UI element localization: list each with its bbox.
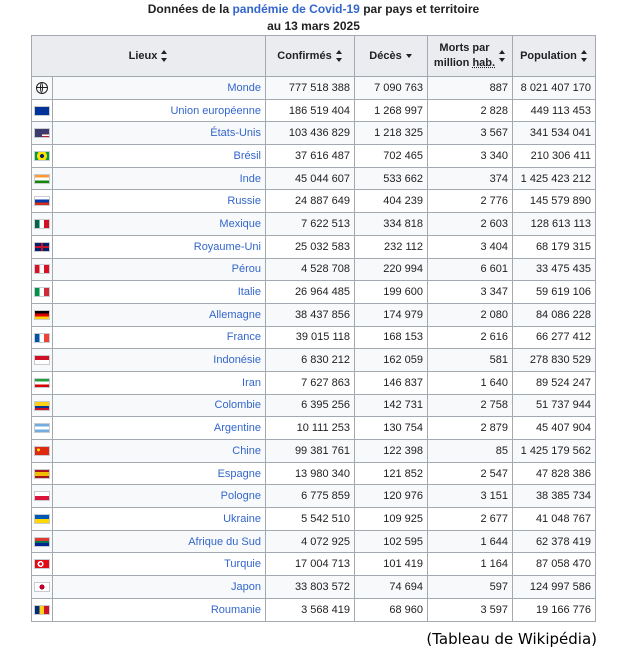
location-link[interactable]: Monde bbox=[227, 81, 261, 94]
globe-icon bbox=[36, 82, 48, 94]
morts-cell: 2 758 bbox=[428, 394, 513, 417]
table-row bbox=[32, 417, 596, 440]
flag-ru-icon bbox=[34, 196, 50, 206]
morts-cell: 2 879 bbox=[428, 417, 513, 440]
table-row bbox=[32, 213, 596, 236]
confirmes-cell: 38 437 856 bbox=[266, 303, 355, 326]
location-link[interactable]: Pologne bbox=[220, 490, 261, 503]
flag-cell bbox=[32, 190, 53, 213]
flag-cell bbox=[32, 553, 53, 576]
location-cell bbox=[53, 190, 266, 213]
location-cell bbox=[53, 167, 266, 190]
morts-cell: 1 644 bbox=[428, 530, 513, 553]
table-row bbox=[32, 440, 596, 463]
location-link[interactable]: Chine bbox=[232, 444, 261, 457]
morts-cell: 3 347 bbox=[428, 281, 513, 304]
flag-cell bbox=[32, 213, 53, 236]
morts-cell: 2 828 bbox=[428, 99, 513, 122]
location-link[interactable]: Royaume-Uni bbox=[193, 240, 261, 253]
table-row bbox=[32, 122, 596, 145]
confirmes-cell: 6 830 212 bbox=[266, 349, 355, 372]
table-row bbox=[32, 167, 596, 190]
population-cell: 59 619 106 bbox=[513, 281, 596, 304]
flag-ar-icon bbox=[34, 423, 50, 433]
confirmes-cell: 7 622 513 bbox=[266, 213, 355, 236]
morts-cell: 2 677 bbox=[428, 508, 513, 531]
table-row bbox=[32, 576, 596, 599]
table-row bbox=[32, 530, 596, 553]
flag-br-icon bbox=[34, 151, 50, 161]
location-link[interactable]: États-Unis bbox=[210, 127, 261, 140]
sort-icon[interactable] bbox=[161, 50, 168, 62]
deces-cell: 74 694 bbox=[355, 576, 428, 599]
flag-ir-icon bbox=[34, 378, 50, 388]
flag-cell bbox=[32, 349, 53, 372]
morts-cell: 2 547 bbox=[428, 462, 513, 485]
deces-cell: 122 398 bbox=[355, 440, 428, 463]
location-link[interactable]: Ukraine bbox=[223, 512, 261, 525]
deces-cell: 68 960 bbox=[355, 598, 428, 621]
confirmes-cell: 17 004 713 bbox=[266, 553, 355, 576]
deces-cell: 109 925 bbox=[355, 508, 428, 531]
population-cell: 341 534 041 bbox=[513, 122, 596, 145]
flag-us-icon bbox=[34, 128, 50, 138]
flag-cell bbox=[32, 440, 53, 463]
location-cell bbox=[53, 576, 266, 599]
deces-cell: 7 090 763 bbox=[355, 77, 428, 100]
table-row bbox=[32, 99, 596, 122]
flag-in-icon bbox=[34, 174, 50, 184]
location-link[interactable]: Brésil bbox=[233, 149, 261, 162]
flag-es-icon bbox=[34, 469, 50, 479]
flag-mx-icon bbox=[34, 219, 50, 229]
confirmes-cell: 45 044 607 bbox=[266, 167, 355, 190]
header-morts-line1: Morts par bbox=[439, 42, 490, 54]
confirmes-cell: 777 518 388 bbox=[266, 77, 355, 100]
location-link[interactable]: Indonésie bbox=[213, 354, 261, 367]
flag-tr-icon bbox=[34, 559, 50, 569]
confirmes-cell: 13 980 340 bbox=[266, 462, 355, 485]
confirmes-cell: 24 887 649 bbox=[266, 190, 355, 213]
deces-cell: 220 994 bbox=[355, 258, 428, 281]
location-link[interactable]: Colombie bbox=[214, 399, 261, 412]
population-cell: 278 830 529 bbox=[513, 349, 596, 372]
flag-id-icon bbox=[34, 355, 50, 365]
deces-cell: 174 979 bbox=[355, 303, 428, 326]
flag-cell bbox=[32, 122, 53, 145]
flag-cell bbox=[32, 326, 53, 349]
morts-cell: 2 616 bbox=[428, 326, 513, 349]
location-link[interactable]: Roumanie bbox=[210, 603, 261, 616]
table-row bbox=[32, 258, 596, 281]
covid-link[interactable]: pandémie de Covid-19 bbox=[232, 2, 360, 16]
deces-cell: 168 153 bbox=[355, 326, 428, 349]
confirmes-cell: 4 072 925 bbox=[266, 530, 355, 553]
location-cell bbox=[53, 235, 266, 258]
flag-cell bbox=[32, 462, 53, 485]
flag-cell bbox=[32, 485, 53, 508]
sort-desc-icon[interactable] bbox=[406, 50, 413, 62]
location-link[interactable]: Pérou bbox=[231, 263, 261, 276]
deces-cell: 146 837 bbox=[355, 371, 428, 394]
header-morts-label bbox=[434, 41, 495, 71]
caption-suffix: par pays et territoire bbox=[363, 2, 480, 16]
flag-cell bbox=[32, 394, 53, 417]
location-link[interactable]: Turquie bbox=[224, 558, 261, 571]
covid-table bbox=[31, 35, 596, 622]
confirmes-cell: 4 528 708 bbox=[266, 258, 355, 281]
table-row bbox=[32, 371, 596, 394]
flag-cell bbox=[32, 77, 53, 100]
table-row bbox=[32, 281, 596, 304]
location-cell bbox=[53, 462, 266, 485]
confirmes-cell: 6 395 256 bbox=[266, 394, 355, 417]
table-row bbox=[32, 485, 596, 508]
morts-cell: 3 340 bbox=[428, 145, 513, 168]
confirmes-cell: 5 542 510 bbox=[266, 508, 355, 531]
confirmes-cell: 7 627 863 bbox=[266, 371, 355, 394]
location-link[interactable]: Inde bbox=[239, 172, 261, 185]
population-cell: 124 997 586 bbox=[513, 576, 596, 599]
flag-cell bbox=[32, 281, 53, 304]
table-row bbox=[32, 303, 596, 326]
deces-cell: 404 239 bbox=[355, 190, 428, 213]
deces-cell: 130 754 bbox=[355, 417, 428, 440]
location-cell bbox=[53, 598, 266, 621]
morts-cell: 3 151 bbox=[428, 485, 513, 508]
morts-cell: 887 bbox=[428, 77, 513, 100]
population-cell: 51 737 944 bbox=[513, 394, 596, 417]
location-link[interactable]: Allemagne bbox=[209, 308, 261, 321]
confirmes-cell: 99 381 761 bbox=[266, 440, 355, 463]
flag-jp-icon bbox=[34, 582, 50, 592]
location-link[interactable]: Italie bbox=[237, 286, 261, 299]
morts-cell: 597 bbox=[428, 576, 513, 599]
population-cell: 66 277 412 bbox=[513, 326, 596, 349]
population-cell: 210 306 411 bbox=[513, 145, 596, 168]
confirmes-cell: 186 519 404 bbox=[266, 99, 355, 122]
header-population[interactable] bbox=[513, 36, 596, 77]
table-row bbox=[32, 326, 596, 349]
confirmes-cell: 10 111 253 bbox=[266, 417, 355, 440]
location-cell bbox=[53, 530, 266, 553]
deces-cell: 199 600 bbox=[355, 281, 428, 304]
sort-icon[interactable] bbox=[581, 50, 588, 62]
location-link[interactable]: Espagne bbox=[217, 467, 261, 480]
header-morts[interactable] bbox=[428, 36, 513, 77]
location-cell bbox=[53, 485, 266, 508]
deces-cell: 120 976 bbox=[355, 485, 428, 508]
header-confirmes[interactable] bbox=[266, 36, 355, 77]
location-cell bbox=[53, 77, 266, 100]
population-cell: 19 166 776 bbox=[513, 598, 596, 621]
population-cell: 47 828 386 bbox=[513, 462, 596, 485]
population-cell: 62 378 419 bbox=[513, 530, 596, 553]
flag-ua-icon bbox=[34, 514, 50, 524]
confirmes-cell: 39 015 118 bbox=[266, 326, 355, 349]
location-cell bbox=[53, 394, 266, 417]
deces-cell: 142 731 bbox=[355, 394, 428, 417]
deces-cell: 1 218 325 bbox=[355, 122, 428, 145]
deces-cell: 101 419 bbox=[355, 553, 428, 576]
population-cell: 68 179 315 bbox=[513, 235, 596, 258]
flag-fr-icon bbox=[34, 333, 50, 343]
flag-cell bbox=[32, 371, 53, 394]
location-cell bbox=[53, 99, 266, 122]
header-confirmes-label: Confirmés bbox=[277, 49, 332, 62]
flag-cell bbox=[32, 598, 53, 621]
deces-cell: 232 112 bbox=[355, 235, 428, 258]
flag-cell bbox=[32, 530, 53, 553]
morts-cell: 2 776 bbox=[428, 190, 513, 213]
table-row bbox=[32, 553, 596, 576]
deces-cell: 102 595 bbox=[355, 530, 428, 553]
flag-cell bbox=[32, 417, 53, 440]
deces-cell: 162 059 bbox=[355, 349, 428, 372]
confirmes-cell: 37 616 487 bbox=[266, 145, 355, 168]
flag-ro-icon bbox=[34, 605, 50, 615]
population-cell: 449 113 453 bbox=[513, 99, 596, 122]
population-cell: 87 058 470 bbox=[513, 553, 596, 576]
location-link[interactable]: Argentine bbox=[213, 422, 261, 435]
table-row bbox=[32, 190, 596, 213]
flag-cell bbox=[32, 235, 53, 258]
flag-cell bbox=[32, 508, 53, 531]
table-row bbox=[32, 508, 596, 531]
caption-prefix: Données de la bbox=[147, 2, 230, 16]
confirmes-cell: 3 568 419 bbox=[266, 598, 355, 621]
flag-cell bbox=[32, 576, 53, 599]
location-cell bbox=[53, 417, 266, 440]
flag-pl-icon bbox=[34, 491, 50, 501]
location-cell bbox=[53, 258, 266, 281]
flag-pe-icon bbox=[34, 264, 50, 274]
confirmes-cell: 103 436 829 bbox=[266, 122, 355, 145]
morts-cell: 6 601 bbox=[428, 258, 513, 281]
population-cell: 1 425 423 212 bbox=[513, 167, 596, 190]
location-cell bbox=[53, 281, 266, 304]
location-cell bbox=[53, 122, 266, 145]
population-cell: 38 385 734 bbox=[513, 485, 596, 508]
confirmes-cell: 33 803 572 bbox=[266, 576, 355, 599]
deces-cell: 1 268 997 bbox=[355, 99, 428, 122]
header-row bbox=[32, 36, 596, 77]
morts-cell: 1 164 bbox=[428, 553, 513, 576]
sort-icon[interactable] bbox=[336, 50, 343, 62]
population-cell: 41 048 767 bbox=[513, 508, 596, 531]
deces-cell: 121 852 bbox=[355, 462, 428, 485]
location-cell bbox=[53, 213, 266, 236]
table-row bbox=[32, 77, 596, 100]
population-cell: 128 613 113 bbox=[513, 213, 596, 236]
flag-eu-icon bbox=[34, 106, 50, 116]
population-cell: 89 524 247 bbox=[513, 371, 596, 394]
flag-cell bbox=[32, 258, 53, 281]
sort-icon[interactable] bbox=[499, 50, 506, 62]
flag-it-icon bbox=[34, 287, 50, 297]
location-link[interactable]: France bbox=[226, 331, 261, 344]
credit-note: (Tableau de Wikipédia) bbox=[426, 630, 597, 648]
morts-cell: 85 bbox=[428, 440, 513, 463]
flag-co-icon bbox=[34, 401, 50, 411]
header-lieux-label: Lieux bbox=[128, 49, 158, 62]
flag-za-icon bbox=[34, 537, 50, 547]
location-cell bbox=[53, 508, 266, 531]
deces-cell: 533 662 bbox=[355, 167, 428, 190]
header-morts-line2: million bbox=[433, 57, 470, 69]
location-link[interactable]: Union européenne bbox=[170, 104, 261, 117]
deces-cell: 334 818 bbox=[355, 213, 428, 236]
header-deces-label: Décès bbox=[369, 49, 402, 62]
morts-cell: 581 bbox=[428, 349, 513, 372]
location-cell bbox=[53, 349, 266, 372]
flag-cell bbox=[32, 145, 53, 168]
header-population-label: Population bbox=[520, 49, 577, 62]
table-caption bbox=[0, 0, 627, 35]
morts-cell: 2 603 bbox=[428, 213, 513, 236]
location-cell bbox=[53, 145, 266, 168]
flag-gb-icon bbox=[34, 242, 50, 252]
population-cell: 1 425 179 562 bbox=[513, 440, 596, 463]
table-row bbox=[32, 598, 596, 621]
population-cell: 145 579 890 bbox=[513, 190, 596, 213]
morts-cell: 1 640 bbox=[428, 371, 513, 394]
location-link[interactable]: Russie bbox=[227, 195, 261, 208]
population-cell: 33 475 435 bbox=[513, 258, 596, 281]
header-morts-abbr: hab. bbox=[472, 57, 496, 69]
population-cell: 8 021 407 170 bbox=[513, 77, 596, 100]
location-cell bbox=[53, 303, 266, 326]
population-cell: 45 407 904 bbox=[513, 417, 596, 440]
location-cell bbox=[53, 326, 266, 349]
location-cell bbox=[53, 553, 266, 576]
location-link[interactable]: Afrique du Sud bbox=[188, 535, 261, 548]
morts-cell: 3 404 bbox=[428, 235, 513, 258]
deces-cell: 702 465 bbox=[355, 145, 428, 168]
morts-cell: 2 080 bbox=[428, 303, 513, 326]
table-row bbox=[32, 235, 596, 258]
caption-date: au 13 mars 2025 bbox=[267, 19, 360, 33]
flag-cell bbox=[32, 99, 53, 122]
population-cell: 84 086 228 bbox=[513, 303, 596, 326]
morts-cell: 3 567 bbox=[428, 122, 513, 145]
confirmes-cell: 26 964 485 bbox=[266, 281, 355, 304]
table-row bbox=[32, 145, 596, 168]
confirmes-cell: 25 032 583 bbox=[266, 235, 355, 258]
morts-cell: 374 bbox=[428, 167, 513, 190]
location-cell bbox=[53, 440, 266, 463]
location-link[interactable]: Mexique bbox=[219, 217, 261, 230]
header-deces[interactable] bbox=[355, 36, 428, 77]
table-row bbox=[32, 349, 596, 372]
morts-cell: 3 597 bbox=[428, 598, 513, 621]
flag-de-icon bbox=[34, 310, 50, 320]
flag-cn-icon bbox=[34, 446, 50, 456]
location-link[interactable]: Iran bbox=[242, 376, 261, 389]
location-link[interactable]: Japon bbox=[231, 580, 261, 593]
flag-cell bbox=[32, 167, 53, 190]
confirmes-cell: 6 775 859 bbox=[266, 485, 355, 508]
flag-cell bbox=[32, 303, 53, 326]
table-row bbox=[32, 394, 596, 417]
header-lieux[interactable] bbox=[32, 36, 266, 77]
location-cell bbox=[53, 371, 266, 394]
table-row bbox=[32, 462, 596, 485]
